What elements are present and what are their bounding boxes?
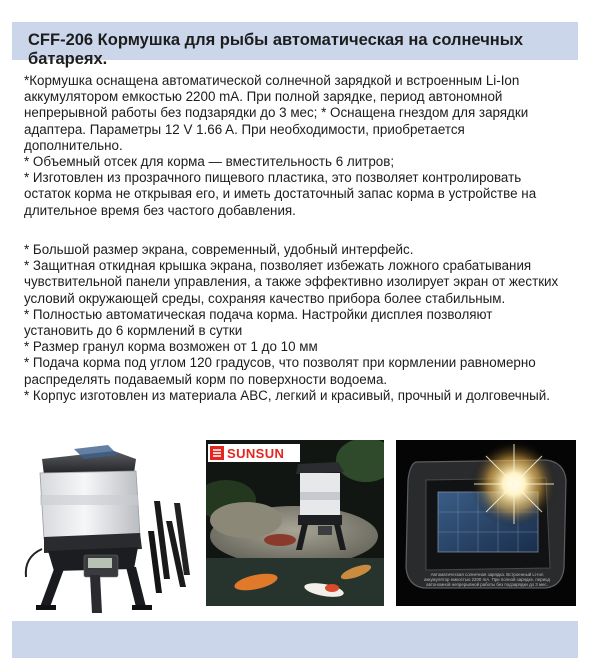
- description-line: * Корпус изготовлен из материала ABC, легкий и красивый, прочный и долговечный.: [24, 387, 550, 403]
- product-photo-solar-panel: [396, 440, 576, 606]
- description-block-1: [24, 73, 572, 219]
- footer-banner: [12, 621, 578, 658]
- description-line: адаптера. Параметры 12 V 1.66 A. При необходимости, приобретается: [24, 121, 465, 137]
- description-line: * Изготовлен из прозрачного пищевого пластика, это позволяет контролировать: [24, 170, 522, 186]
- description-line: длительное время без частого добавления.: [24, 202, 296, 218]
- description-line: * Объемный отсек для корма — вместительность 6 литров;: [24, 154, 395, 170]
- description-line: * Подача корма под углом 120 градусов, что позволят при кормлении равномерно: [24, 355, 536, 371]
- description-line: чувствительной панели управления, а также эффективно изолирует экран от жестких: [24, 274, 559, 290]
- description-line: *Кормушка оснащена автоматической солнечной зарядкой и встроенным Li-Ion: [24, 73, 520, 88]
- page-title: CFF-206 Кормушка для рыбы автоматическая на солнечных батареях.: [28, 31, 524, 68]
- pond-scene: [206, 440, 384, 606]
- description-line: * Полностью автоматическая подача корма. Настройки дисплея позволяют: [24, 306, 493, 322]
- description-line: * Большой размер экрана, современный, удобный интерфейс.: [24, 242, 414, 257]
- description-line: остаток корма не открывая его, и иметь достаточный запас корма в устройстве на: [24, 186, 537, 202]
- description-block-2: [24, 242, 572, 404]
- description-line: установить до 6 кормлений в сутки: [24, 323, 243, 339]
- description-line: распределять подаваемый корм по поверхности водоема.: [24, 371, 388, 387]
- description-line: * Защитная откидная крышка экрана, позволяет избежать ложного срабатывания: [24, 258, 532, 274]
- panel-caption: Автоматическая солнечная зарядка. Встроенный Li-Ion аккумулятор емкостью 2200 mA. При полной зарядке, период автономной непрерывной работы без подзарядки до 3 мес.: [424, 572, 550, 588]
- product-photo-pond: [206, 440, 384, 606]
- sunsun-logo-icon: [210, 446, 224, 460]
- brand-logo: [208, 444, 300, 462]
- description-line: * Размер гранул корма возможен от 1 до 10 мм: [24, 339, 318, 355]
- brand-logo-text: SUNSUN: [227, 445, 285, 461]
- description-line: непрерывной работы без подзарядки до 3 мес; * Оснащена гнездом для зарядки: [24, 105, 529, 121]
- product-photo-feeder: [14, 437, 198, 618]
- description-line: условий окружающей среды, сохраняя качество прибора более стабильным.: [24, 290, 506, 306]
- feeder-illustration: [14, 437, 198, 618]
- description-line: дополнительно.: [24, 137, 123, 153]
- description-line: аккумулятором емкостью 2200 mA. При полной зарядке, период автономной: [24, 89, 503, 105]
- title-banner: [12, 22, 578, 68]
